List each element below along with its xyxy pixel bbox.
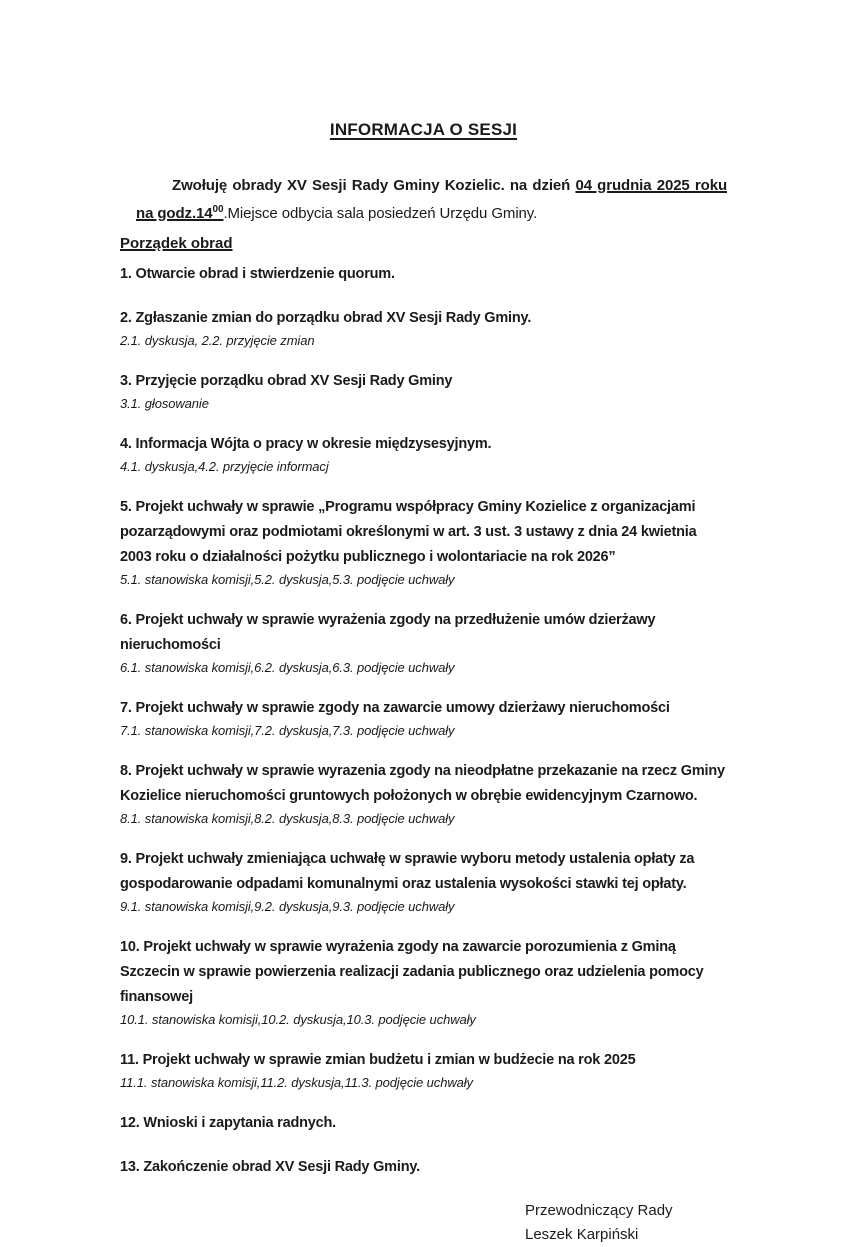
agenda-item-13	[120, 1155, 727, 1180]
agenda-item-10	[120, 935, 727, 1029]
agenda-item-title: 4. Informacja Wójta o pracy w okresie międzysesyjnym.	[120, 436, 492, 452]
agenda-item-title: 10. Projekt uchwały w sprawie wyrażenia zgody na zawarcie porozumienia z Gminą Szczecin w sprawie powierzenia realizacji zadania publicznego oraz udzielenia pomocy finansowej	[120, 939, 704, 1005]
signature-block	[525, 1199, 727, 1247]
agenda-item-12	[120, 1111, 727, 1136]
intro-paragraph	[136, 174, 727, 226]
agenda-item-title: 13. Zakończenie obrad XV Sesji Rady Gminy.	[120, 1159, 420, 1175]
agenda-item-4	[120, 432, 727, 476]
agenda-item-8	[120, 759, 727, 828]
agenda-item-subpoints: 6.1. stanowiska komisji,6.2. dyskusja,6.3. podjęcie uchwały	[120, 660, 455, 675]
agenda-item-title: 8. Projekt uchwały w sprawie wyrazenia zgody na nieodpłatne przekazanie na rzecz Gminy Kozielice nieruchomości gruntowych położonych w obrębie ewidencyjnym Czarnowo.	[120, 763, 725, 804]
agenda-item-title: 2. Zgłaszanie zmian do porządku obrad XV Sesji Rady Gminy.	[120, 310, 532, 326]
agenda-item-subpoints: 8.1. stanowiska komisji,8.2. dyskusja,8.3. podjęcie uchwały	[120, 811, 455, 826]
agenda-heading: Porządek obrad	[120, 235, 233, 252]
agenda-item-9	[120, 847, 727, 916]
document-title	[120, 120, 727, 140]
agenda-item-title: 9. Projekt uchwały zmieniająca uchwałę w sprawie wyboru metody ustalenia opłaty za gospodarowanie odpadami komunalnymi oraz ustalenia wysokości stawki tej opłaty.	[120, 851, 695, 892]
agenda-item-title: 3. Przyjęcie porządku obrad XV Sesji Rady Gminy	[120, 373, 453, 389]
signature-name: Leszek Karpiński	[525, 1226, 639, 1243]
intro-hour-superscript: 00	[212, 204, 224, 215]
agenda-item-2	[120, 306, 727, 350]
agenda-item-title: 11. Projekt uchwały w sprawie zmian budżetu i zmian w budżecie na rok 2025	[120, 1052, 636, 1068]
agenda-item-3	[120, 369, 727, 413]
agenda-item-1	[120, 262, 727, 287]
agenda-item-title: 12. Wnioski i zapytania radnych.	[120, 1115, 336, 1131]
agenda-item-subpoints: 4.1. dyskusja,4.2. przyjęcie informacj	[120, 459, 329, 474]
agenda-item-subpoints: 5.1. stanowiska komisji,5.2. dyskusja,5.3. podjęcie uchwały	[120, 572, 455, 587]
signature-role: Przewodniczący Rady	[525, 1202, 673, 1219]
agenda-item-subpoints: 11.1. stanowiska komisji,11.2. dyskusja,11.3. podjęcie uchwały	[120, 1075, 473, 1090]
intro-date-text: 04 grudnia 2025 roku na godz.14	[136, 177, 728, 222]
intro-lead-text: Zwołuję obrady XV Sesji Rady Gminy Kozielic. na dzień	[172, 177, 576, 194]
agenda-item-subpoints: 7.1. stanowiska komisji,7.2. dyskusja,7.3. podjęcie uchwały	[120, 723, 455, 738]
document-title-text: INFORMACJA O SESJI	[329, 120, 518, 139]
agenda-item-subpoints: 2.1. dyskusja, 2.2. przyjęcie zmian	[120, 333, 315, 348]
agenda-item-7	[120, 696, 727, 740]
agenda-item-title: 1. Otwarcie obrad i stwierdzenie quorum.	[120, 266, 395, 282]
agenda-item-subpoints: 9.1. stanowiska komisji,9.2. dyskusja,9.3. podjęcie uchwały	[120, 899, 455, 914]
agenda-item-title: 5. Projekt uchwały w sprawie „Programu współpracy Gminy Kozielice z organizacjami pozarządowymi oraz podmiotami określonymi w art. 3 ust. 3 ustawy z dnia 24 kwietnia 2003 roku o działalności pożytku publicznego i wolontariacie na rok 2026”	[120, 499, 697, 565]
agenda-item-title: 6. Projekt uchwały w sprawie wyrażenia zgody na przedłużenie umów dzierżawy nieruchomości	[120, 612, 656, 653]
agenda-item-subpoints: 3.1. głosowanie	[120, 396, 209, 411]
agenda-list	[120, 262, 727, 1180]
agenda-item-11	[120, 1048, 727, 1092]
agenda-item-5	[120, 495, 727, 589]
agenda-item-6	[120, 608, 727, 677]
agenda-item-title: 7. Projekt uchwały w sprawie zgody na zawarcie umowy dzierżawy nieruchomości	[120, 700, 670, 716]
agenda-item-subpoints: 10.1. stanowiska komisji,10.2. dyskusja,10.3. podjęcie uchwały	[120, 1012, 476, 1027]
intro-rest-text: .Miejsce odbycia sala posiedzeń Urzędu Gminy.	[223, 205, 538, 222]
